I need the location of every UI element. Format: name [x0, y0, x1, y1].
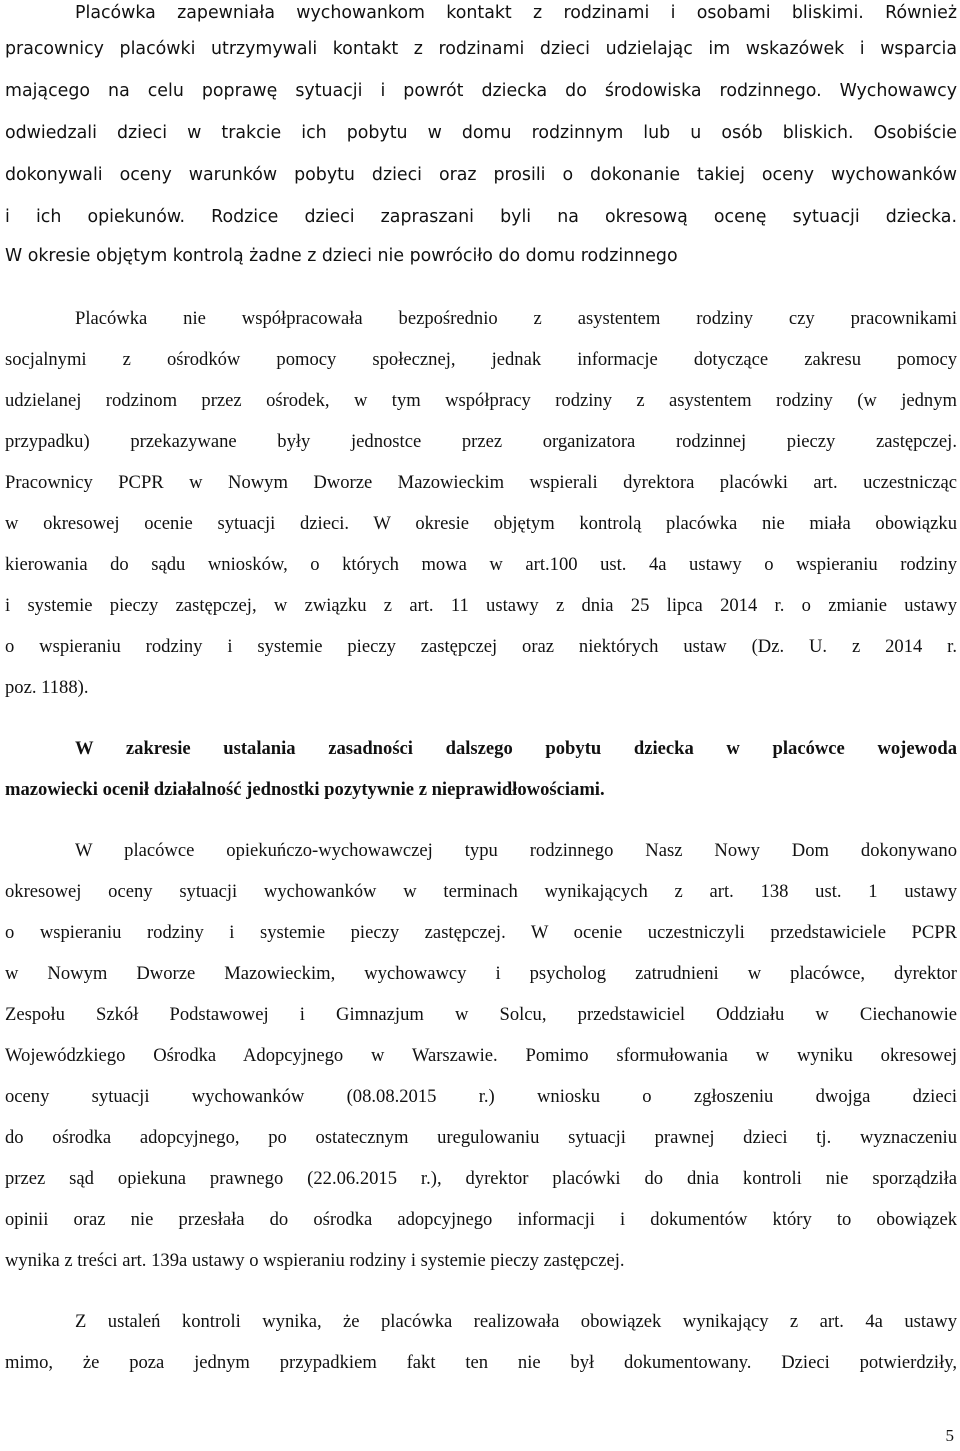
paragraph-line: odwiedzali dzieci w trakcie ich pobytu w domu rodzinnym lub u osób bliskich. Osobiście [5, 123, 957, 143]
paragraph-line: Placówka nie współpracowała bezpośrednio z asystentem rodziny czy pracownikami [75, 308, 957, 329]
paragraph-line: mającego na celu poprawę sytuacji i powrót dziecka do środowiska rodzinnego. Wychowawcy [5, 81, 957, 101]
paragraph-line: opinii oraz nie przesłała do ośrodka adopcyjnego informacji i dokumentów który to obowiązek [5, 1209, 957, 1230]
paragraph-line: wynika z treści art. 139a ustawy o wspieraniu rodziny i systemie pieczy zastępczej. [5, 1250, 625, 1271]
paragraph-line: oceny sytuacji wychowanków (08.08.2015 r.) wniosku o zgłoszeniu dwojga dzieci [5, 1086, 957, 1107]
paragraph-line: w Nowym Dworze Mazowieckim, wychowawcy i psycholog zatrudnieni w placówce, dyrektor [5, 963, 957, 984]
heading-line: W zakresie ustalania zasadności dalszego pobytu dziecka w placówce wojewoda [75, 738, 957, 759]
paragraph-line: socjalnymi z ośrodków pomocy społecznej, jednak informacje dotyczące zakresu pomocy [5, 349, 957, 370]
paragraph-line: i ich opiekunów. Rodzice dzieci zapraszani byli na okresową ocenę sytuacji dziecka. [5, 207, 957, 227]
heading-line: mazowiecki ocenił działalność jednostki pozytywnie z nieprawidłowościami. [5, 779, 605, 800]
paragraph-line: dokonywali oceny warunków pobytu dzieci oraz prosili o dokonanie takiej oceny wychowanków [5, 165, 957, 185]
paragraph-line: i systemie pieczy zastępczej, w związku z art. 11 ustawy z dnia 25 lipca 2014 r. o zmianie ustawy [5, 595, 957, 616]
paragraph-line: Z ustaleń kontroli wynika, że placówka realizowała obowiązek wynikający z art. 4a ustawy [75, 1311, 957, 1332]
paragraph-line: Zespołu Szkół Podstawowej i Gimnazjum w Solcu, przedstawiciel Oddziału w Ciechanowie [5, 1004, 957, 1025]
paragraph-line: przez sąd opiekuna prawnego (22.06.2015 r.), dyrektor placówki do dnia kontroli nie sporządziła [5, 1168, 957, 1189]
paragraph-line: przypadku) przekazywane były jednostce przez organizatora rodzinnej pieczy zastępczej. [5, 431, 957, 452]
paragraph-line: do ośrodka adopcyjnego, po ostatecznym uregulowaniu sytuacji prawnej dzieci tj. wyznaczeniu [5, 1127, 957, 1148]
paragraph-line: Pracownicy PCPR w Nowym Dworze Mazowieckim wspierali dyrektora placówki art. uczestnicząc [5, 472, 957, 493]
paragraph-line: W placówce opiekuńczo-wychowawczej typu rodzinnego Nasz Nowy Dom dokonywano [75, 840, 957, 861]
paragraph-line: mimo, że poza jednym przypadkiem fakt ten nie był dokumentowany. Dzieci potwierdziły, [5, 1352, 957, 1373]
paragraph-line: w okresowej ocenie sytuacji dzieci. W okresie objętym kontrolą placówka nie miała obowiązku [5, 513, 957, 534]
paragraph-line: kierowania do sądu wniosków, o których mowa w art.100 ust. 4a ustawy o wspieraniu rodziny [5, 554, 957, 575]
paragraph-line: okresowej oceny sytuacji wychowanków w terminach wynikających z art. 138 ust. 1 ustawy [5, 881, 957, 902]
page-number: 5 [945, 1426, 954, 1445]
paragraph-line: o wspieraniu rodziny i systemie pieczy zastępczej. W ocenie uczestniczyli przedstawiciele PCPR [5, 922, 957, 943]
paragraph-line: Wojewódzkiego Ośrodka Adopcyjnego w Warszawie. Pomimo sformułowania w wyniku okresowej [5, 1045, 957, 1066]
paragraph-line: Placówka zapewniała wychowankom kontakt z rodzinami i osobami bliskimi. Również [75, 3, 957, 23]
paragraph-line: udzielanej rodzinom przez ośrodek, w tym współpracy rodziny z asystentem rodziny (w jednym [5, 390, 957, 411]
paragraph-line: pracownicy placówki utrzymywali kontakt z rodzinami dzieci udzielając im wskazówek i wsparcia [5, 39, 957, 59]
paragraph-line: W okresie objętym kontrolą żadne z dzieci nie powróciło do domu rodzinnego [5, 246, 678, 266]
paragraph-line: o wspieraniu rodziny i systemie pieczy zastępczej oraz niektórych ustaw (Dz. U. z 2014 r. [5, 636, 957, 657]
paragraph-line: poz. 1188). [5, 677, 89, 698]
